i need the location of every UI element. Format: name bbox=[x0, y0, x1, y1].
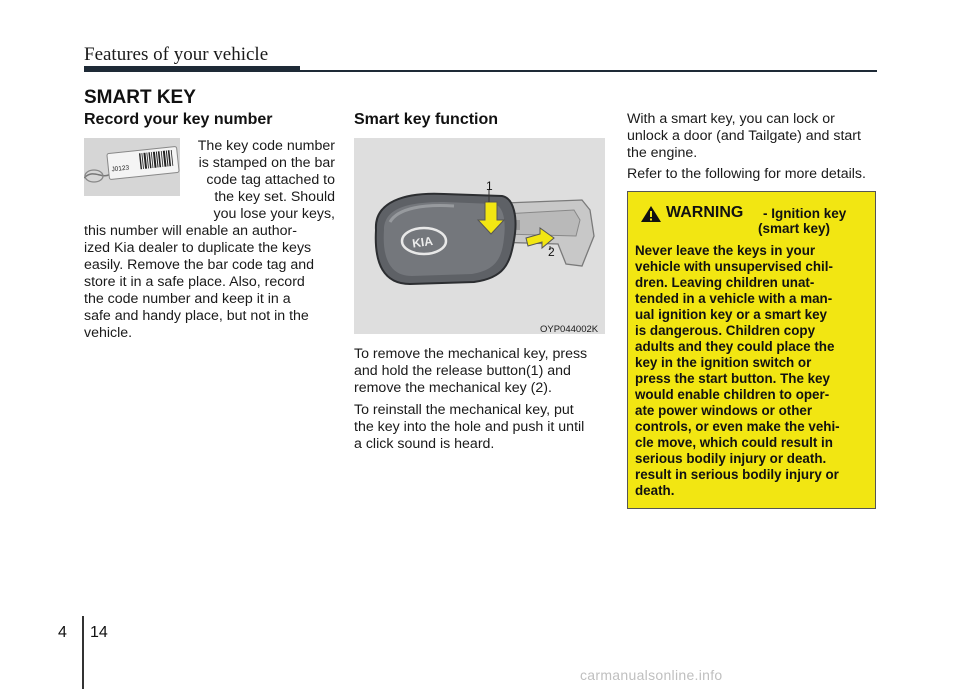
intro-line: unlock a door (and Tailgate) and start bbox=[627, 128, 861, 144]
warning-word: WARNING bbox=[666, 204, 744, 221]
record-line: ized Kia dealer to duplicate the keys bbox=[84, 240, 312, 256]
record-line: the key set. Should bbox=[214, 189, 335, 205]
record-line: vehicle. bbox=[84, 325, 133, 341]
warning-line: dren. Leaving children unat- bbox=[635, 275, 815, 290]
intro-line: With a smart key, you can lock or bbox=[627, 111, 835, 127]
warning-line: ate power windows or other bbox=[635, 403, 813, 418]
function-line: the key into the hole and push it until bbox=[354, 419, 585, 435]
record-line: The key code number bbox=[197, 138, 335, 154]
warning-triangle-icon bbox=[640, 205, 662, 223]
warning-line: key in the ignition switch or bbox=[635, 355, 812, 370]
page-section-number: 4 bbox=[58, 624, 67, 641]
record-key-heading: Record your key number bbox=[84, 111, 273, 128]
header-bar bbox=[84, 66, 300, 72]
warning-line: would enable children to oper- bbox=[635, 387, 830, 402]
record-line: is stamped on the bar bbox=[198, 155, 335, 171]
warning-line: death. bbox=[635, 483, 675, 498]
warning-line: press the start button. The key bbox=[635, 371, 830, 386]
warning-line: adults and they could place the bbox=[635, 339, 835, 354]
record-line: this number will enable an author- bbox=[84, 223, 297, 239]
key-tag-illustration bbox=[84, 138, 180, 196]
record-line: store it in a safe place. Also, record bbox=[84, 274, 305, 290]
refer-paragraph: Refer to the following for more details. bbox=[627, 166, 866, 182]
function-line: and hold the release button(1) and bbox=[354, 363, 571, 379]
callout-2: 2 bbox=[548, 245, 555, 259]
figure-code: OYP044002K bbox=[540, 324, 599, 335]
function-line: remove the mechanical key (2). bbox=[354, 380, 552, 396]
warning-box bbox=[627, 191, 876, 509]
function-line: a click sound is heard. bbox=[354, 436, 495, 452]
warning-line: tended in a vehicle with a man- bbox=[635, 291, 833, 306]
warning-line: ual ignition key or a smart key bbox=[635, 307, 828, 322]
warning-line: vehicle with unsupervised chil- bbox=[635, 259, 833, 274]
intro-line: the engine. bbox=[627, 145, 698, 161]
svg-text:KIA: KIA bbox=[411, 233, 434, 251]
warning-line: controls, or even make the vehi- bbox=[635, 419, 840, 434]
record-line: the code number and keep it in a bbox=[84, 291, 291, 307]
smart-key-drawing bbox=[354, 138, 605, 334]
warning-line: cle move, which could result in bbox=[635, 435, 833, 450]
section-title: SMART KEY bbox=[84, 87, 196, 108]
warning-line: is dangerous. Children copy bbox=[635, 323, 816, 338]
record-line: code tag attached to bbox=[206, 172, 335, 188]
warning-line: serious bodily injury or death. bbox=[635, 451, 827, 466]
warning-line: Never leave the keys in your bbox=[635, 243, 816, 258]
watermark: carmanualsonline.info bbox=[580, 667, 723, 683]
callout-1: 1 bbox=[486, 179, 493, 193]
warning-line: result in serious bodily injury or bbox=[635, 467, 839, 482]
smart-key-illustration bbox=[354, 138, 605, 334]
running-header: Features of your vehicle bbox=[84, 44, 269, 65]
page-number: 14 bbox=[90, 624, 108, 641]
warning-topic-line2: (smart key) bbox=[758, 221, 831, 236]
header-rule bbox=[300, 70, 877, 72]
function-line: To reinstall the mechanical key, put bbox=[354, 402, 574, 418]
function-line: To remove the mechanical key, press bbox=[354, 346, 588, 362]
key-tag-code: J0123 bbox=[111, 164, 130, 174]
key-tag-drawing bbox=[84, 138, 180, 196]
record-line: easily. Remove the bar code tag and bbox=[84, 257, 315, 273]
footer-rule bbox=[82, 616, 84, 689]
smart-key-function-heading: Smart key function bbox=[354, 111, 499, 128]
record-line: you lose your keys, bbox=[213, 206, 335, 222]
record-line: safe and handy place, but not in the bbox=[84, 308, 309, 324]
warning-topic-line1: - Ignition key bbox=[763, 206, 847, 221]
